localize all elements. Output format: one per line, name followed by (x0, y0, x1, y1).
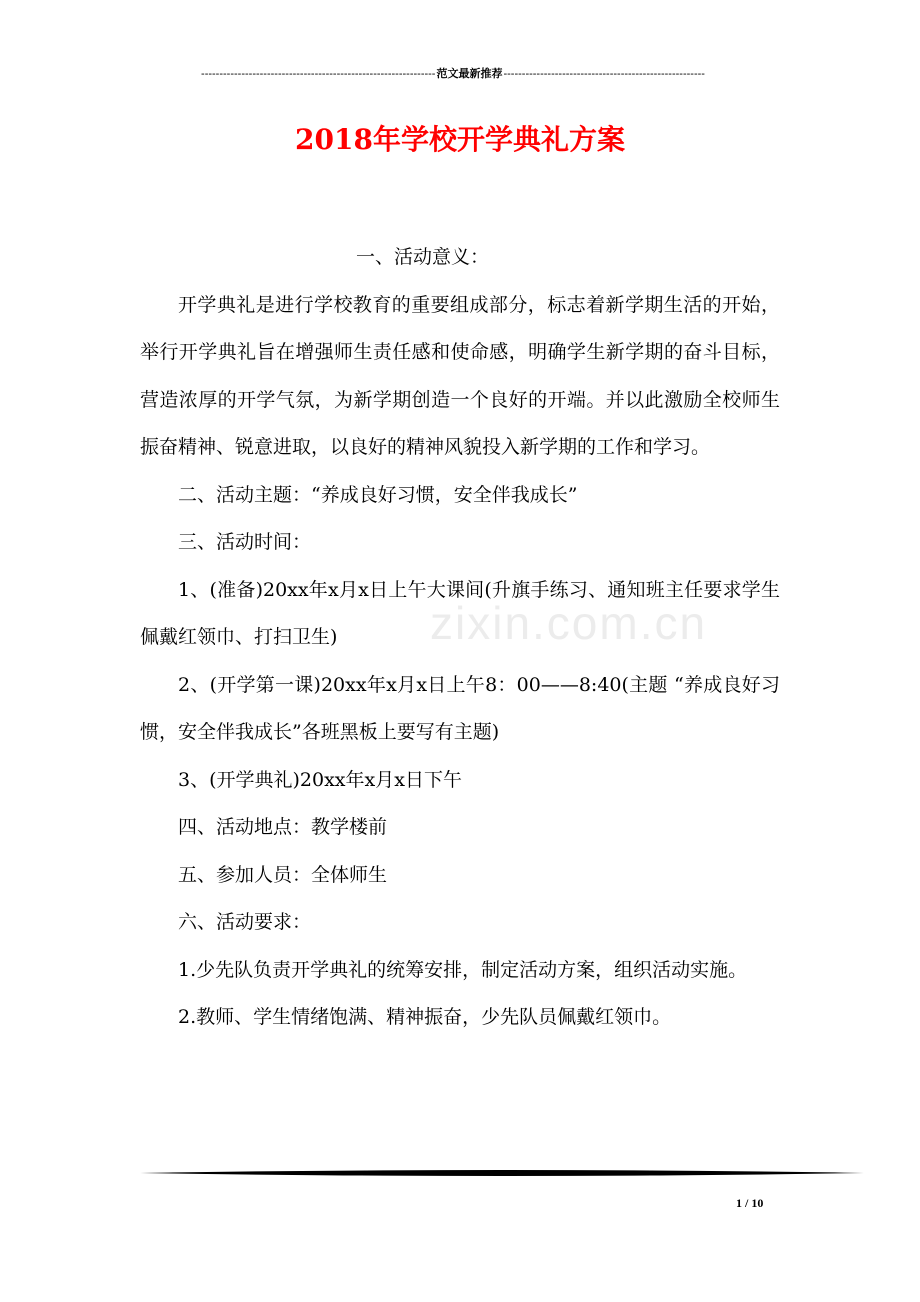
requirement-item-1: 1.少先队负责开学典礼的统筹安排，制定活动方案，组织活动实施。 (178, 958, 748, 981)
section-heading-time: 三、活动时间： (178, 531, 312, 553)
page-number: 1 / 10 (736, 1196, 764, 1210)
header-label: 范文最新推荐 (436, 68, 503, 80)
requirement-item-2: 2.教师、学生情绪饱满、精神振奋，少先队员佩戴红领巾。 (178, 1006, 672, 1028)
section-heading-significance: 一、活动意义： (356, 246, 490, 268)
time-item-1: 1、(准备)20xx年x月x日上午大课间(升旗手练习、通知班主任要求学生佩戴红领巾、打扫卫生) (140, 578, 780, 648)
header-right-dashes: ------------------------------------------------------- (503, 68, 705, 80)
document-body (140, 234, 780, 1042)
section-heading-theme: 二、活动主题：“养成良好习惯，安全伴我成长” (178, 483, 578, 506)
section-heading-location: 四、活动地点：教学楼前 (178, 816, 388, 838)
time-item-2: 2、(开学第一课)20xx年x月x日上午8：00——8:40(主题 “养成良好习惯，安全伴我成长”各班黑板上要写有主题) (140, 673, 780, 743)
time-item-3: 3、(开学典礼)20xx年x月x日下午 (178, 768, 462, 791)
page-header (140, 66, 766, 82)
section-heading-requirements: 六、活动要求： (178, 911, 312, 933)
footer-divider (140, 1167, 864, 1179)
document-title: 2018年学校开学典礼方案 (295, 123, 625, 156)
header-left-dashes: ---------------------------------------------------------------- (201, 68, 436, 80)
watermark: zixin.com.cn (430, 597, 708, 649)
section-heading-participants: 五、参加人员：全体师生 (178, 863, 388, 886)
paragraph-significance: 开学典礼是进行学校教育的重要组成部分，标志着新学期生活的开始，举行开学典礼旨在增强师生责任感和使命感，明确学生新学期的奋斗目标，营造浓厚的开学气氛，为新学期创造一个良好的开端。并以此激励全校师生振奋精神、锐意进取，以良好的精神风貌投入新学期的工作和学习。 (140, 293, 780, 458)
